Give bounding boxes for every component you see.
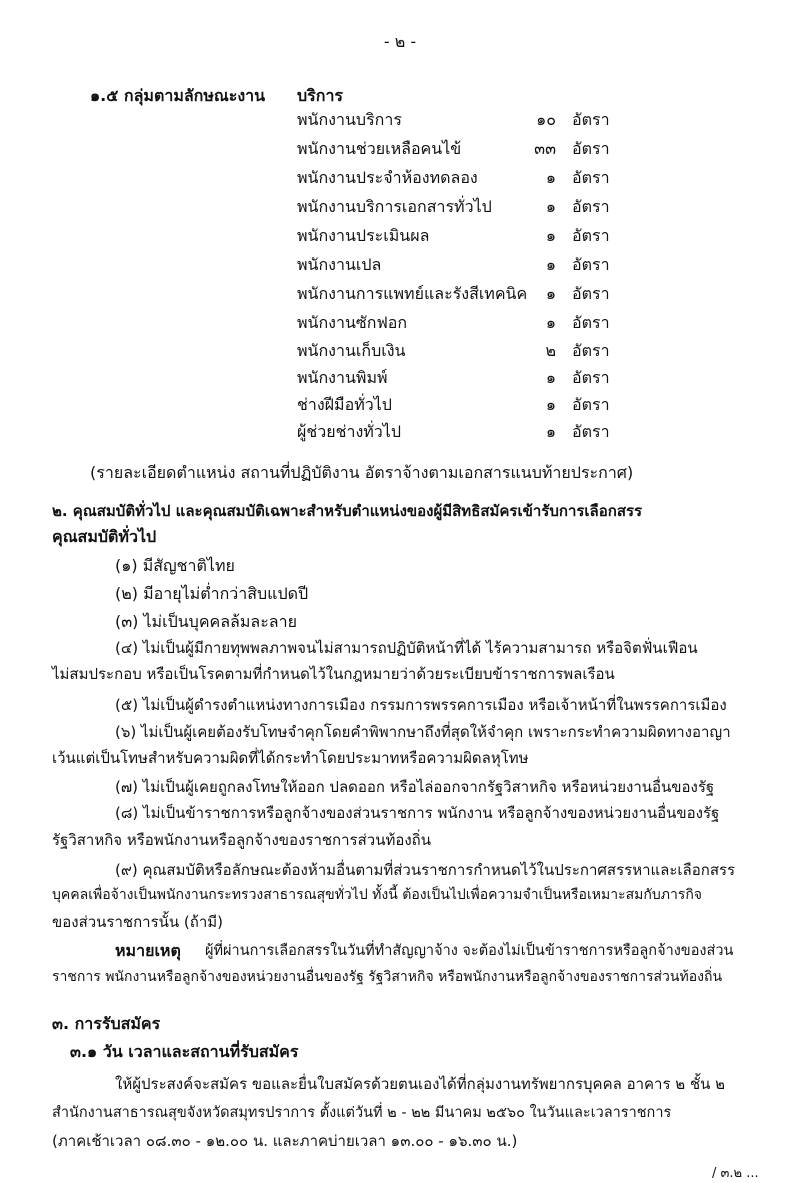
application-info-line: ให้ผู้ประสงค์จะสมัคร ขอและยื่นใบสมัครด้วยตนเองได้ที่กลุ่มงานทรัพยากรบุคคล อาคาร ๒ ชั้น ๒ <box>115 1075 726 1093</box>
section2-subheading: คุณสมบัติทั่วไป <box>52 527 157 546</box>
position-name: พนักงานการแพทย์และรังสีเทคนิค <box>297 284 528 303</box>
qualification-item: (๕) ไม่เป็นผู้ดำรงตำแหน่งทางการเมือง กรรมการพรรคการเมือง หรือเจ้าหน้าที่ในพรรคการเมือง <box>115 696 727 714</box>
position-unit: อัตรา <box>572 313 610 332</box>
position-unit: อัตรา <box>572 368 610 387</box>
position-name: พนักงานช่วยเหลือคนไข้ <box>297 139 462 158</box>
qualification-continuation: บุคคลเพื่อจ้างเป็นพนักงานกระทรวงสาธารณสุขทั่วไป ทั้งนี้ ต้องเป็นไปเพื่อความจำเป็นหรือเหมาะสมกับภารกิจ <box>52 887 703 903</box>
position-unit: อัตรา <box>572 284 610 303</box>
position-unit: อัตรา <box>572 422 610 441</box>
position-name: พนักงานบริการเอกสารทั่วไป <box>297 197 492 216</box>
remark-label: หมายเหตุ <box>115 941 181 960</box>
position-name: พนักงานประจำห้องทดลอง <box>297 168 478 187</box>
group-heading: ๑.๕ กลุ่มตามลักษณะงาน <box>90 86 266 105</box>
section3-subheading: ๓.๑ วัน เวลาและสถานที่รับสมัคร <box>70 1042 299 1061</box>
position-name: พนักงานประเมินผล <box>297 226 430 245</box>
position-count: ๒ <box>545 341 556 360</box>
position-name: พนักงานบริการ <box>297 110 402 129</box>
qualification-item: (๓) ไม่เป็นบุคคลล้มละลาย <box>115 612 297 631</box>
remark-continuation: ราชการ พนักงานหรือลูกจ้างของหน่วยงานอื่นของรัฐ รัฐวิสาหกิจ หรือพนักงานหรือลูกจ้างของราชการส่วนท้องถิ่น <box>52 969 723 985</box>
position-unit: อัตรา <box>572 197 610 216</box>
group-category: บริการ <box>297 86 344 105</box>
section2-heading: ๒. คุณสมบัติทั่วไป และคุณสมบัติเฉพาะสำหรับตำแหน่งของผู้มีสิทธิสมัครเข้ารับการเลือกสรร <box>52 502 643 520</box>
position-name: ช่างฝีมือทั่วไป <box>297 395 392 414</box>
section3-heading: ๓. การรับสมัคร <box>52 1014 161 1033</box>
position-name: ผู้ช่วยช่างทั่วไป <box>297 422 401 441</box>
position-count: ๑ <box>545 368 556 387</box>
qualification-item: (๖) ไม่เป็นผู้เคยต้องรับโทษจำคุกโดยคำพิพากษาถึงที่สุดให้จำคุก เพราะกระทำความผิดทางอาญา <box>115 723 731 741</box>
position-unit: อัตรา <box>572 139 610 158</box>
position-unit: อัตรา <box>572 168 610 187</box>
position-count: ๑ <box>545 168 556 187</box>
position-unit: อัตรา <box>572 110 610 129</box>
qualification-item: (๗) ไม่เป็นผู้เคยถูกลงโทษให้ออก ปลดออก หรือไล่ออกจากรัฐวิสาหกิจ หรือหน่วยงานอื่นของรัฐ <box>115 778 715 796</box>
positions-note: (รายละเอียดตำแหน่ง สถานที่ปฏิบัติงาน อัตราจ้างตามเอกสารแนบท้ายประกาศ) <box>90 463 634 482</box>
position-name: พนักงานซักฟอก <box>297 313 408 332</box>
position-count: ๑ <box>545 255 556 274</box>
qualification-continuation: เว้นแต่เป็นโทษสำหรับความผิดที่ได้กระทำโดยประมาทหรือความผิดลหุโทษ <box>52 749 529 767</box>
page-continuation-marker: / ๓.๒ ... <box>712 1166 759 1181</box>
position-unit: อัตรา <box>572 255 610 274</box>
application-info-line: (ภาคเช้าเวลา ๐๘.๓๐ - ๑๒.๐๐ น. และภาคบ่ายเวลา ๑๓.๐๐ - ๑๖.๓๐ น.) <box>52 1132 518 1150</box>
position-unit: อัตรา <box>572 395 610 414</box>
qualification-continuation: ของส่วนราชการนั้น (ถ้ามี) <box>52 913 224 931</box>
position-count: ๓๓ <box>534 139 556 158</box>
qualification-item: (๔) ไม่เป็นผู้มีกายทุพพลภาพจนไม่สามารถปฏิบัติหน้าที่ได้ ไร้ความสามารถ หรือจิตฟั่นเฟือน <box>115 639 698 657</box>
position-count: ๑ <box>545 313 556 332</box>
position-unit: อัตรา <box>572 226 610 245</box>
position-count: ๑ <box>545 226 556 245</box>
position-name: พนักงานพิมพ์ <box>297 368 388 387</box>
qualification-continuation: รัฐวิสาหกิจ หรือพนักงานหรือลูกจ้างของราชการส่วนท้องถิ่น <box>52 831 431 849</box>
position-count: ๑๐ <box>536 110 556 129</box>
position-name: พนักงานเก็บเงิน <box>297 341 406 360</box>
position-count: ๑ <box>545 422 556 441</box>
position-count: ๑ <box>545 284 556 303</box>
position-name: พนักงานเปล <box>297 255 382 274</box>
qualification-item: (๑) มีสัญชาติไทย <box>115 556 235 575</box>
qualification-item: (๘) ไม่เป็นข้าราชการหรือลูกจ้างของส่วนราชการ พนักงาน หรือลูกจ้างของหน่วยงานอื่นของรัฐ <box>115 804 720 822</box>
position-count: ๑ <box>545 197 556 216</box>
page-number: - ๒ - <box>383 32 417 51</box>
qualification-item: (๙) คุณสมบัติหรือลักษณะต้องห้ามอื่นตามที่ส่วนราชการกำหนดไว้ในประกาศสรรหาและเลือกสรร <box>115 861 736 879</box>
qualification-continuation: ไม่สมประกอบ หรือเป็นโรคตามที่กำหนดไว้ในกฎหมายว่าด้วยระเบียบข้าราชการพลเรือน <box>52 665 615 683</box>
remark-text: ผู้ที่ผ่านการเลือกสรรในวันที่ทำสัญญาจ้าง จะต้องไม่เป็นข้าราชการหรือลูกจ้างของส่วน <box>205 943 734 959</box>
qualification-item: (๒) มีอายุไม่ต่ำกว่าสิบแปดปี <box>115 584 309 603</box>
application-info-line: สำนักงานสาธารณสุขจังหวัดสมุทรปราการ ตั้งแต่วันที่ ๒ - ๒๒ มีนาคม ๒๕๖๐ ในวันและเวลาราชการ <box>52 1105 672 1121</box>
position-count: ๑ <box>545 395 556 414</box>
position-unit: อัตรา <box>572 341 610 360</box>
